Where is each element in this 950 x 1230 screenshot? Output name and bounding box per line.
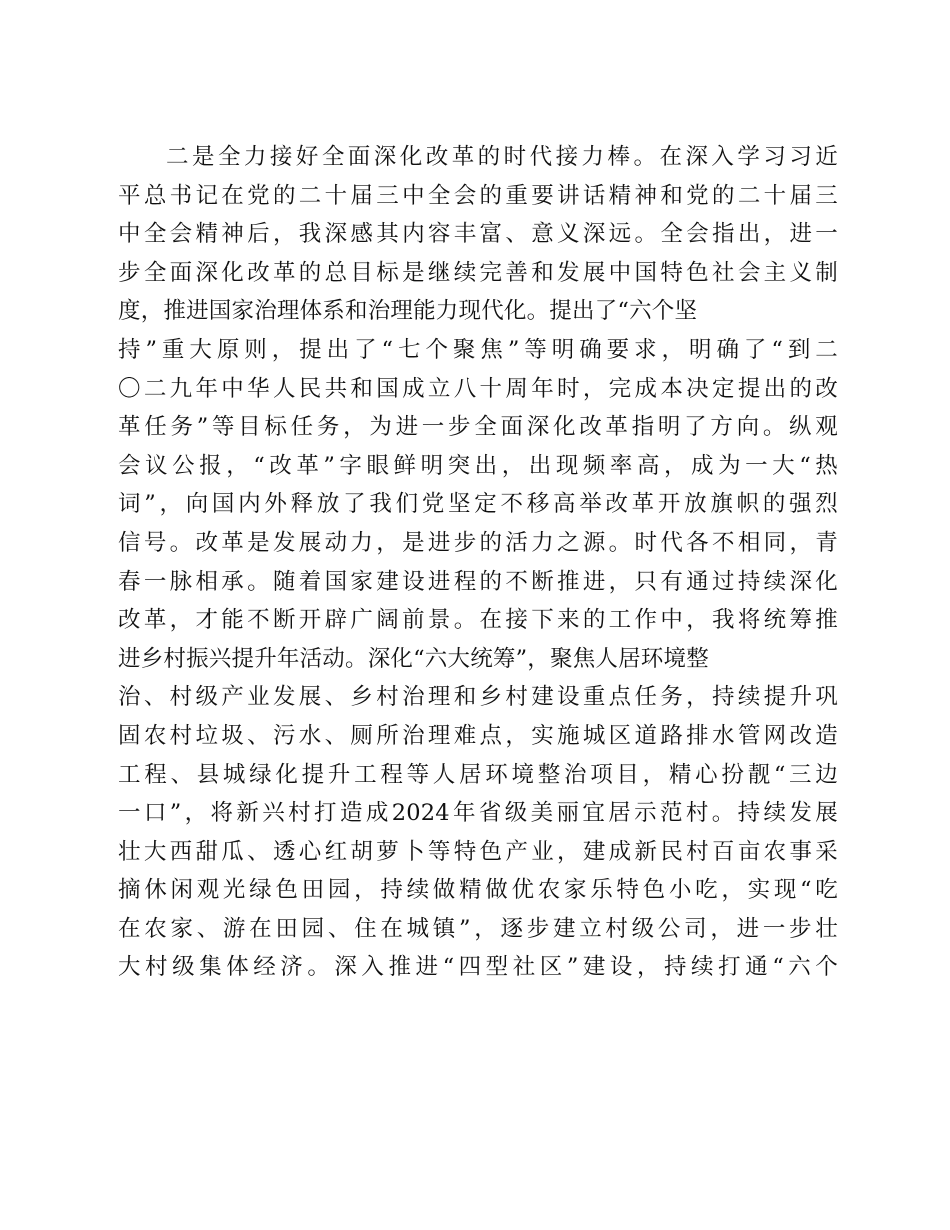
paragraph-line: 词”，向国内外释放了我们党坚定不移高举改革开放旗帜的强烈 [118,491,838,518]
paragraph-line: 会议公报，“改革”字眼鲜明突出，出现频率高，成为一大“热 [118,452,838,479]
paragraph-line: 信号。改革是发展动力，是进步的活力之源。时代各不相同，青 [118,529,838,556]
paragraph-line: 〇二九年中华人民共和国成立八十周年时，完成本决定提出的改 [118,375,838,402]
paragraph-line: 平总书记在党的二十届三中全会的重要讲话精神和党的二十届三 [118,182,838,209]
paragraph-line: 壮大西甜瓜、透心红胡萝卜等特色产业，建成新民村百亩农事采 [118,838,838,865]
paragraph-line: 工程、县城绿化提升工程等人居环境整治项目，精心扮靓“三边 [118,761,838,788]
paragraph-line: 在农家、游在田园、住在城镇”，逐步建立村级公司，进一步壮 [118,915,838,942]
paragraph-line: 进乡村振兴提升年活动。深化“六大统筹”，聚焦人居环境整 [118,645,709,672]
paragraph-line: 摘休闲观光绿色田园，持续做精做优农家乐特色小吃，实现“吃 [118,877,838,904]
paragraph-line: 步全面深化改革的总目标是继续完善和发展中国特色社会主义制 [118,259,838,286]
paragraph-line: 治、村级产业发展、乡村治理和乡村建设重点任务，持续提升巩 [118,684,838,711]
paragraph-line: 革任务”等目标任务，为进一步全面深化改革指明了方向。纵观 [118,414,838,441]
paragraph-line: 春一脉相承。随着国家建设进程的不断推进，只有通过持续深化 [118,568,838,595]
paragraph-line: 二是全力接好全面深化改革的时代接力棒。在深入学习习近 [166,144,838,170]
paragraph-line: 持”重大原则，提出了“七个聚焦”等明确要求，明确了“到二 [118,336,838,363]
paragraph-line: 一口”，将新兴村打造成2024年省级美丽宜居示范村。持续发展 [118,800,838,827]
paragraph [118,138,838,987]
paragraph-line: 度，推进国家治理体系和治理能力现代化。提出了“六个坚 [118,298,698,325]
paragraph-line: 改革，才能不断开辟广阔前景。在接下来的工作中，我将统筹推 [118,607,838,634]
paragraph-line: 中全会精神后，我深感其内容丰富、意义深远。全会指出，进一 [118,221,838,248]
paragraph-line: 大村级集体经济。深入推进“四型社区”建设，持续打通“六个 [118,954,838,981]
paragraph-line: 固农村垃圾、污水、厕所治理难点，实施城区道路排水管网改造 [118,722,838,749]
